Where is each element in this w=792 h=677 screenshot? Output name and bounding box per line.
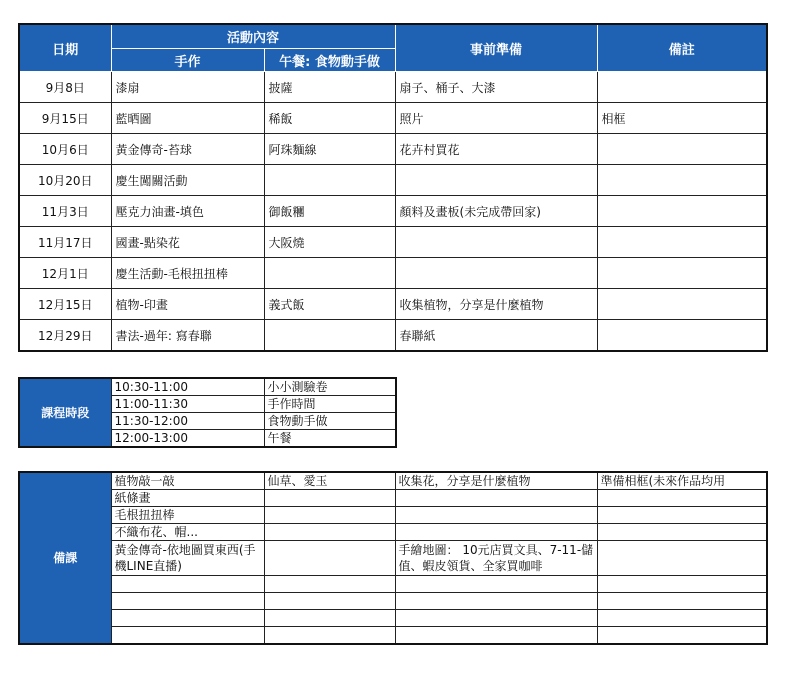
lunch-cell: 御飯糰 [264, 196, 395, 227]
date-cell: 11月3日 [19, 196, 111, 227]
lunch-cell: 大阪燒 [264, 227, 395, 258]
header-activity: 活動內容 [111, 24, 395, 49]
table-row [19, 472, 767, 490]
prep-item-cell [597, 507, 767, 524]
prep-item-cell: 準備相框(未來作品均用 [597, 472, 767, 490]
prep-cell: 顏料及畫板(未完成帶回家) [395, 196, 597, 227]
table-row [19, 378, 396, 396]
date-cell: 10月6日 [19, 134, 111, 165]
table-row [19, 258, 767, 289]
prep-item-cell [264, 507, 395, 524]
prep-cell: 照片 [395, 103, 597, 134]
craft-cell: 藍晒圖 [111, 103, 264, 134]
header-date: 日期 [19, 24, 111, 72]
lunch-cell: 披薩 [264, 72, 395, 103]
prep-item-cell [264, 576, 395, 593]
lunch-cell [264, 165, 395, 196]
prep-cell: 春聯紙 [395, 320, 597, 352]
period-item-cell: 午餐 [264, 430, 396, 448]
note-cell [597, 72, 767, 103]
prep-item-cell: 仙草、愛玉 [264, 472, 395, 490]
prep-item-cell [395, 593, 597, 610]
date-cell: 12月29日 [19, 320, 111, 352]
period-item-cell: 食物動手做 [264, 413, 396, 430]
note-cell [597, 258, 767, 289]
note-cell [597, 196, 767, 227]
prep-item-cell [264, 610, 395, 627]
craft-cell: 漆扇 [111, 72, 264, 103]
prep-item-cell [597, 627, 767, 645]
header-prep: 事前準備 [395, 24, 597, 72]
prep-item-cell [264, 627, 395, 645]
prep-item-cell [264, 541, 395, 576]
note-cell [597, 227, 767, 258]
time-cell: 11:00-11:30 [111, 396, 264, 413]
prep-item-cell: 收集花，分享是什麼植物 [395, 472, 597, 490]
prep-cell: 收集植物，分享是什麼植物 [395, 289, 597, 320]
craft-cell: 植物-印畫 [111, 289, 264, 320]
craft-cell: 壓克力油畫-填色 [111, 196, 264, 227]
prep-item-cell: 黃金傳奇-依地圖買東西(手機LINE直播) [111, 541, 264, 576]
prep-item-cell [597, 610, 767, 627]
time-cell: 10:30-11:00 [111, 378, 264, 396]
header-lunch: 午餐: 食物動手做 [264, 49, 395, 72]
prep-item-cell: 毛根扭扭棒 [111, 507, 264, 524]
prep-item-cell [395, 524, 597, 541]
preparation-label: 備課 [19, 472, 111, 644]
prep-cell: 花卉村買花 [395, 134, 597, 165]
date-cell: 12月1日 [19, 258, 111, 289]
craft-cell: 慶生闖關活動 [111, 165, 264, 196]
prep-item-cell: 紙條畫 [111, 490, 264, 507]
period-item-cell: 小小測驗卷 [264, 378, 396, 396]
prep-item-cell [395, 490, 597, 507]
date-cell: 9月8日 [19, 72, 111, 103]
prep-item-cell: 植物敲一敲 [111, 472, 264, 490]
prep-cell: 扇子、桶子、大漆 [395, 72, 597, 103]
prep-item-cell [395, 627, 597, 645]
date-cell: 12月15日 [19, 289, 111, 320]
table-row [19, 490, 767, 507]
table-row [19, 289, 767, 320]
prep-item-cell [597, 593, 767, 610]
table-row [19, 134, 767, 165]
table-row [19, 524, 767, 541]
periods-label: 課程時段 [19, 378, 111, 447]
note-cell: 相框 [597, 103, 767, 134]
note-cell [597, 165, 767, 196]
periods-table [18, 377, 397, 448]
table-row [19, 541, 767, 576]
table-row [19, 610, 767, 627]
prep-cell [395, 258, 597, 289]
note-cell [597, 134, 767, 165]
time-cell: 12:00-13:00 [111, 430, 264, 448]
prep-item-cell [597, 541, 767, 576]
prep-item-cell [111, 576, 264, 593]
prep-item-cell [395, 507, 597, 524]
prep-item-cell [597, 524, 767, 541]
prep-item-cell [111, 627, 264, 645]
table-row [19, 103, 767, 134]
prep-item-cell [264, 490, 395, 507]
prep-item-cell [597, 576, 767, 593]
date-cell: 11月17日 [19, 227, 111, 258]
prep-item-cell: 手繪地圖： 10元店買文具、7-11-儲值、蝦皮領貨、全家買咖啡 [395, 541, 597, 576]
prep-item-cell [111, 610, 264, 627]
note-cell [597, 289, 767, 320]
date-cell: 10月20日 [19, 165, 111, 196]
lunch-cell: 稀飯 [264, 103, 395, 134]
prep-item-cell [111, 593, 264, 610]
prep-item-cell [264, 593, 395, 610]
craft-cell: 國畫-點染花 [111, 227, 264, 258]
prep-item-cell [264, 524, 395, 541]
header-note: 備註 [597, 24, 767, 72]
table-row [19, 165, 767, 196]
time-cell: 11:30-12:00 [111, 413, 264, 430]
prep-cell [395, 165, 597, 196]
preparation-table [18, 471, 768, 645]
lunch-cell [264, 320, 395, 352]
table-row [19, 196, 767, 227]
table-row [19, 593, 767, 610]
table-row [19, 576, 767, 593]
craft-cell: 書法-過年: 寫春聯 [111, 320, 264, 352]
prep-item-cell: 不織布花、帽... [111, 524, 264, 541]
lunch-cell: 阿珠麵線 [264, 134, 395, 165]
craft-cell: 慶生活動-毛根扭扭棒 [111, 258, 264, 289]
table-row [19, 227, 767, 258]
table-row [19, 627, 767, 645]
note-cell [597, 320, 767, 352]
prep-item-cell [597, 490, 767, 507]
lunch-cell: 義式飯 [264, 289, 395, 320]
period-item-cell: 手作時間 [264, 396, 396, 413]
table-row [19, 507, 767, 524]
prep-item-cell [395, 576, 597, 593]
table-row [19, 72, 767, 103]
prep-item-cell [395, 610, 597, 627]
schedule-table [18, 23, 768, 352]
table-row [19, 320, 767, 352]
header-craft: 手作 [111, 49, 264, 72]
date-cell: 9月15日 [19, 103, 111, 134]
lunch-cell [264, 258, 395, 289]
prep-cell [395, 227, 597, 258]
craft-cell: 黃金傳奇-苔球 [111, 134, 264, 165]
